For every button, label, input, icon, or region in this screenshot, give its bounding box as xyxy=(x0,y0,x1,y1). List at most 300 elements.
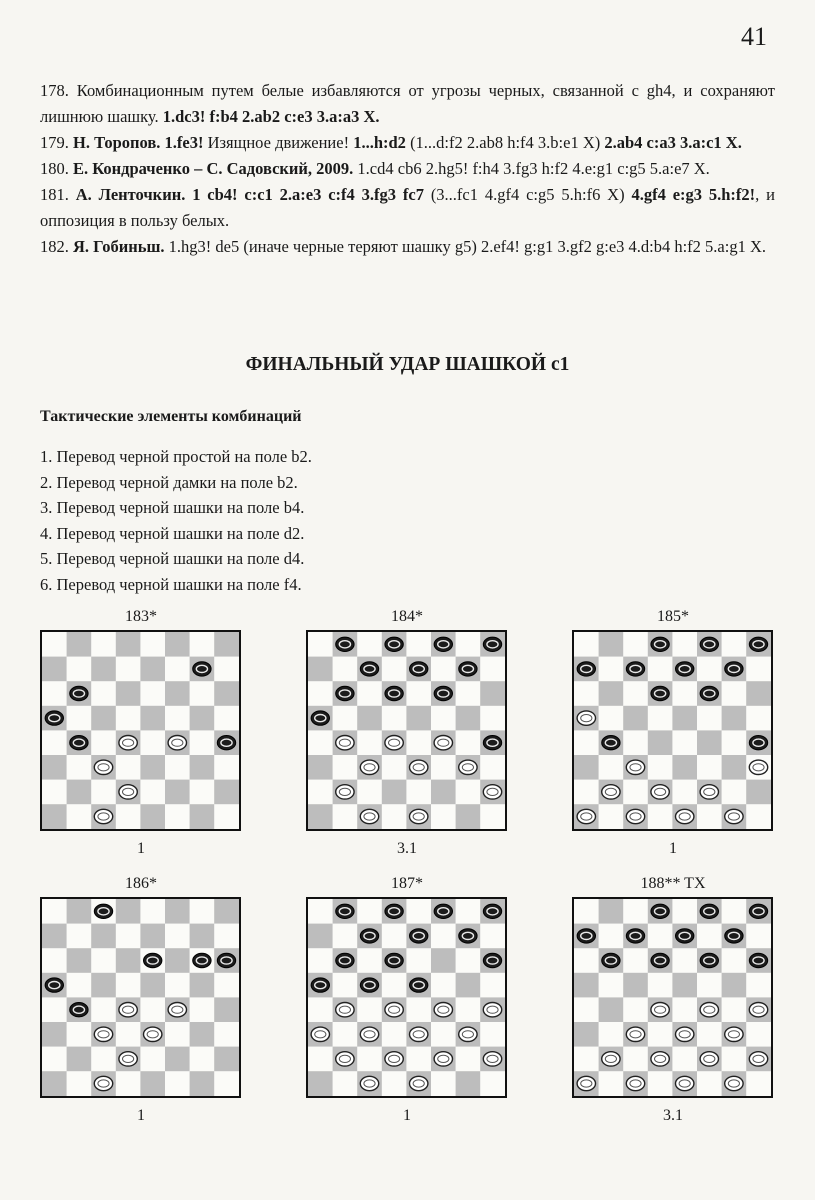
white-checker xyxy=(410,760,428,774)
tactic-item: 2. Перевод черной дамки на поле b2. xyxy=(40,472,298,492)
dark-square xyxy=(116,632,141,657)
white-checker xyxy=(434,1052,452,1066)
white-checker xyxy=(725,809,743,823)
light-square xyxy=(746,657,771,682)
dark-square xyxy=(214,681,239,706)
dark-square xyxy=(456,1071,481,1096)
black-checker xyxy=(483,637,501,651)
move-bold-text: Я. Гобиньш. xyxy=(73,237,165,256)
light-square xyxy=(333,1071,358,1096)
white-checker xyxy=(626,1076,644,1090)
checkerboard xyxy=(572,630,773,831)
move-bold-text: 2.ab4 c:a3 3.a:c1 X. xyxy=(604,133,742,152)
light-square xyxy=(42,899,67,924)
black-checker xyxy=(700,637,718,651)
checkerboard xyxy=(306,630,507,831)
light-square xyxy=(165,706,190,731)
light-square xyxy=(214,755,239,780)
white-checker xyxy=(749,1003,767,1017)
light-square xyxy=(91,730,116,755)
dark-square xyxy=(190,706,215,731)
dark-square xyxy=(67,948,92,973)
light-square xyxy=(623,632,648,657)
light-square xyxy=(623,899,648,924)
dark-square xyxy=(165,1047,190,1072)
white-checker xyxy=(700,1052,718,1066)
tactics-list xyxy=(40,444,312,597)
black-checker xyxy=(70,1003,88,1017)
black-checker xyxy=(360,662,378,676)
board-svg xyxy=(574,632,771,829)
white-checker xyxy=(725,1027,743,1041)
dark-square xyxy=(140,706,165,731)
dark-square xyxy=(116,899,141,924)
diagram-number: 188** TX xyxy=(640,875,706,892)
dark-square xyxy=(574,755,599,780)
solution-text: 180. xyxy=(40,159,73,178)
light-square xyxy=(480,973,505,998)
light-square xyxy=(116,657,141,682)
dark-square xyxy=(165,681,190,706)
dark-square xyxy=(382,780,407,805)
dark-square xyxy=(308,804,333,829)
light-square xyxy=(190,780,215,805)
light-square xyxy=(456,997,481,1022)
checkers-diagram xyxy=(572,608,774,860)
black-checker xyxy=(749,904,767,918)
light-square xyxy=(672,730,697,755)
light-square xyxy=(382,804,407,829)
black-checker xyxy=(749,736,767,750)
dark-square xyxy=(308,755,333,780)
light-square xyxy=(456,632,481,657)
black-checker xyxy=(336,686,354,700)
light-square xyxy=(116,924,141,949)
light-square xyxy=(382,1071,407,1096)
white-checker xyxy=(144,1027,162,1041)
dark-square xyxy=(574,1022,599,1047)
section-title: ФИНАЛЬНЫЙ УДАР ШАШКОЙ c1 xyxy=(245,354,570,375)
light-square xyxy=(357,948,382,973)
black-checker xyxy=(626,662,644,676)
black-checker xyxy=(602,953,620,967)
black-checker xyxy=(70,736,88,750)
dark-square xyxy=(165,948,190,973)
dark-square xyxy=(214,997,239,1022)
diagram-caption: 1 xyxy=(137,840,145,857)
light-square xyxy=(91,1047,116,1072)
white-checker xyxy=(749,760,767,774)
white-checker xyxy=(626,809,644,823)
light-square xyxy=(190,1047,215,1072)
light-square xyxy=(697,706,722,731)
light-square xyxy=(480,657,505,682)
black-checker xyxy=(360,978,378,992)
light-square xyxy=(722,780,747,805)
light-square xyxy=(431,804,456,829)
black-checker xyxy=(577,929,595,943)
dark-square xyxy=(308,924,333,949)
light-square xyxy=(382,755,407,780)
light-square xyxy=(308,899,333,924)
dark-square xyxy=(42,1071,67,1096)
dark-square xyxy=(140,804,165,829)
light-square xyxy=(214,973,239,998)
light-square xyxy=(648,755,673,780)
solution-paragraph xyxy=(40,130,775,156)
board-svg xyxy=(308,899,505,1096)
dark-square xyxy=(42,657,67,682)
dark-square xyxy=(308,657,333,682)
black-checker xyxy=(676,929,694,943)
black-checker xyxy=(434,904,452,918)
light-square xyxy=(697,924,722,949)
light-square xyxy=(333,657,358,682)
dark-square xyxy=(140,755,165,780)
diagram-number: 186* xyxy=(125,875,157,892)
black-checker xyxy=(217,736,235,750)
light-square xyxy=(116,804,141,829)
light-square xyxy=(672,997,697,1022)
light-square xyxy=(480,1071,505,1096)
dark-square xyxy=(623,973,648,998)
light-square xyxy=(746,1022,771,1047)
light-square xyxy=(599,804,624,829)
solutions-text xyxy=(40,78,775,260)
light-square xyxy=(308,681,333,706)
light-square xyxy=(431,657,456,682)
light-square xyxy=(190,997,215,1022)
black-checker xyxy=(725,662,743,676)
black-checker xyxy=(144,953,162,967)
dark-square xyxy=(67,780,92,805)
tactic-item: 5. Перевод черной шашки на поле d4. xyxy=(40,549,305,568)
light-square xyxy=(722,632,747,657)
black-checker xyxy=(483,953,501,967)
dark-square xyxy=(672,973,697,998)
light-square xyxy=(599,706,624,731)
checkers-diagram xyxy=(40,608,242,860)
light-square xyxy=(165,973,190,998)
light-square xyxy=(42,632,67,657)
light-square xyxy=(67,973,92,998)
light-square xyxy=(599,973,624,998)
black-checker xyxy=(45,978,63,992)
light-square xyxy=(406,997,431,1022)
checkerboard xyxy=(572,897,773,1098)
dark-square xyxy=(67,899,92,924)
solution-text: 1.cd4 cb6 2.hg5! f:h4 3.fg3 h:f2 4.e:g1 c:g5 5.a:e7 X. xyxy=(353,159,710,178)
black-checker xyxy=(311,978,329,992)
dark-square xyxy=(456,973,481,998)
dark-square xyxy=(722,755,747,780)
light-square xyxy=(42,997,67,1022)
light-square xyxy=(599,1022,624,1047)
diagram-number: 187* xyxy=(391,875,423,892)
light-square xyxy=(140,780,165,805)
white-checker xyxy=(577,711,595,725)
black-checker xyxy=(410,929,428,943)
light-square xyxy=(165,1022,190,1047)
dark-square xyxy=(42,924,67,949)
white-checker xyxy=(676,1027,694,1041)
diagram-number: 185* xyxy=(657,608,689,625)
light-square xyxy=(599,1071,624,1096)
black-checker xyxy=(385,953,403,967)
light-square xyxy=(480,706,505,731)
dark-square xyxy=(599,997,624,1022)
dark-square xyxy=(599,681,624,706)
subheading: Тактические элементы комбинаций xyxy=(40,408,302,425)
dark-square xyxy=(42,755,67,780)
light-square xyxy=(308,948,333,973)
white-checker xyxy=(119,785,137,799)
light-square xyxy=(165,924,190,949)
solution-text: 182. xyxy=(40,237,73,256)
solution-text: (1...d:f2 2.ab8 h:f4 3.b:e1 X) xyxy=(405,133,605,152)
light-square xyxy=(382,657,407,682)
dark-square xyxy=(116,948,141,973)
light-square xyxy=(382,1022,407,1047)
solution-paragraph xyxy=(40,156,775,182)
board-svg xyxy=(42,632,239,829)
black-checker xyxy=(749,953,767,967)
light-square xyxy=(480,804,505,829)
white-checker xyxy=(434,736,452,750)
solution-text: (3...fc1 4.gf4 c:g5 5.h:f6 X) xyxy=(423,185,632,204)
diagram-number: 183* xyxy=(125,608,157,625)
light-square xyxy=(431,924,456,949)
checkerboard xyxy=(306,897,507,1098)
light-square xyxy=(406,730,431,755)
board-svg xyxy=(42,899,239,1096)
white-checker xyxy=(483,785,501,799)
light-square xyxy=(648,804,673,829)
light-square xyxy=(431,973,456,998)
light-square xyxy=(42,1047,67,1072)
white-checker xyxy=(651,1052,669,1066)
dark-square xyxy=(91,706,116,731)
light-square xyxy=(599,924,624,949)
tactic-item: 6. Перевод черной шашки на поле f4. xyxy=(40,574,302,594)
dark-square xyxy=(190,973,215,998)
black-checker xyxy=(749,637,767,651)
light-square xyxy=(140,730,165,755)
light-square xyxy=(456,681,481,706)
light-square xyxy=(746,706,771,731)
white-checker xyxy=(119,1052,137,1066)
light-square xyxy=(333,1022,358,1047)
white-checker xyxy=(94,760,112,774)
light-square xyxy=(91,780,116,805)
light-square xyxy=(623,997,648,1022)
light-square xyxy=(116,1071,141,1096)
light-square xyxy=(357,1047,382,1072)
dark-square xyxy=(599,899,624,924)
black-checker xyxy=(410,662,428,676)
light-square xyxy=(406,632,431,657)
dark-square xyxy=(190,1022,215,1047)
dark-square xyxy=(190,804,215,829)
dark-square xyxy=(431,780,456,805)
light-square xyxy=(456,780,481,805)
dark-square xyxy=(648,730,673,755)
dark-square xyxy=(190,755,215,780)
black-checker xyxy=(434,637,452,651)
light-square xyxy=(672,632,697,657)
checkers-diagram xyxy=(306,608,508,860)
white-checker xyxy=(749,1052,767,1066)
dark-square xyxy=(42,804,67,829)
light-square xyxy=(116,755,141,780)
light-square xyxy=(623,780,648,805)
light-square xyxy=(333,706,358,731)
light-square xyxy=(574,632,599,657)
black-checker xyxy=(459,929,477,943)
dark-square xyxy=(672,706,697,731)
light-square xyxy=(722,730,747,755)
light-square xyxy=(308,780,333,805)
checkers-diagram xyxy=(572,875,774,1127)
light-square xyxy=(190,899,215,924)
move-bold-text: А. Ленточкин. 1 cb4! c:c1 2.a:e3 c:f4 3.fg3 fc7 xyxy=(75,185,424,204)
dark-square xyxy=(214,1047,239,1072)
light-square xyxy=(42,948,67,973)
white-checker xyxy=(410,809,428,823)
dark-square xyxy=(140,973,165,998)
black-checker xyxy=(651,637,669,651)
light-square xyxy=(91,997,116,1022)
light-square xyxy=(697,1071,722,1096)
dark-square xyxy=(722,706,747,731)
light-square xyxy=(574,730,599,755)
diagram-caption: 3.1 xyxy=(663,1107,683,1124)
dark-square xyxy=(91,924,116,949)
light-square xyxy=(333,804,358,829)
light-square xyxy=(431,755,456,780)
light-square xyxy=(722,899,747,924)
dark-square xyxy=(140,924,165,949)
dark-square xyxy=(308,1071,333,1096)
light-square xyxy=(357,632,382,657)
white-checker xyxy=(483,1052,501,1066)
black-checker xyxy=(94,904,112,918)
white-checker xyxy=(602,785,620,799)
light-square xyxy=(406,948,431,973)
light-square xyxy=(623,681,648,706)
black-checker xyxy=(483,904,501,918)
light-square xyxy=(672,780,697,805)
light-square xyxy=(214,924,239,949)
light-square xyxy=(672,899,697,924)
dark-square xyxy=(722,973,747,998)
light-square xyxy=(67,755,92,780)
white-checker xyxy=(459,760,477,774)
white-checker xyxy=(336,785,354,799)
dark-square xyxy=(623,706,648,731)
black-checker xyxy=(602,736,620,750)
white-checker xyxy=(119,1003,137,1017)
white-checker xyxy=(626,760,644,774)
light-square xyxy=(672,948,697,973)
solution-text: , и оппозиция в пользу белых. xyxy=(40,185,775,230)
white-checker xyxy=(459,1027,477,1041)
light-square xyxy=(697,657,722,682)
light-square xyxy=(357,899,382,924)
white-checker xyxy=(725,1076,743,1090)
light-square xyxy=(308,1047,333,1072)
light-square xyxy=(165,1071,190,1096)
light-square xyxy=(140,632,165,657)
checkerboard xyxy=(40,897,241,1098)
light-square xyxy=(574,780,599,805)
dark-square xyxy=(67,1047,92,1072)
light-square xyxy=(214,706,239,731)
move-bold-text: Е. Кондраченко – С. Садовский, 2009. xyxy=(73,159,354,178)
solution-paragraph xyxy=(40,78,775,130)
dark-square xyxy=(406,706,431,731)
dark-square xyxy=(42,1022,67,1047)
white-checker xyxy=(311,1027,329,1041)
light-square xyxy=(67,804,92,829)
solution-paragraph xyxy=(40,182,775,234)
white-checker xyxy=(336,1052,354,1066)
light-square xyxy=(91,681,116,706)
tactic-item: 4. Перевод черной шашки на поле d2. xyxy=(40,523,305,543)
light-square xyxy=(456,948,481,973)
white-checker xyxy=(360,1027,378,1041)
dark-square xyxy=(672,755,697,780)
white-checker xyxy=(385,1003,403,1017)
white-checker xyxy=(119,736,137,750)
white-checker xyxy=(651,785,669,799)
white-checker xyxy=(577,809,595,823)
light-square xyxy=(357,780,382,805)
dark-square xyxy=(431,948,456,973)
light-square xyxy=(574,948,599,973)
light-square xyxy=(140,899,165,924)
light-square xyxy=(214,804,239,829)
light-square xyxy=(648,973,673,998)
tactic-item: 1. Перевод черной простой на поле b2. xyxy=(40,447,312,466)
black-checker xyxy=(193,953,211,967)
white-checker xyxy=(676,809,694,823)
black-checker xyxy=(626,929,644,943)
white-checker xyxy=(385,1052,403,1066)
black-checker xyxy=(577,662,595,676)
black-checker xyxy=(651,904,669,918)
black-checker xyxy=(385,637,403,651)
light-square xyxy=(91,632,116,657)
white-checker xyxy=(336,1003,354,1017)
white-checker xyxy=(483,1003,501,1017)
light-square xyxy=(357,997,382,1022)
diagram-caption: 1 xyxy=(137,1107,145,1124)
black-checker xyxy=(70,686,88,700)
dark-square xyxy=(599,632,624,657)
light-square xyxy=(67,924,92,949)
dark-square xyxy=(190,924,215,949)
diagram-caption: 1 xyxy=(669,840,677,857)
tactic-item: 3. Перевод черной шашки на поле b4. xyxy=(40,498,305,517)
dark-square xyxy=(697,730,722,755)
light-square xyxy=(190,632,215,657)
light-square xyxy=(116,706,141,731)
white-checker xyxy=(410,1027,428,1041)
light-square xyxy=(67,706,92,731)
light-square xyxy=(574,1047,599,1072)
checkers-diagram xyxy=(306,875,508,1127)
